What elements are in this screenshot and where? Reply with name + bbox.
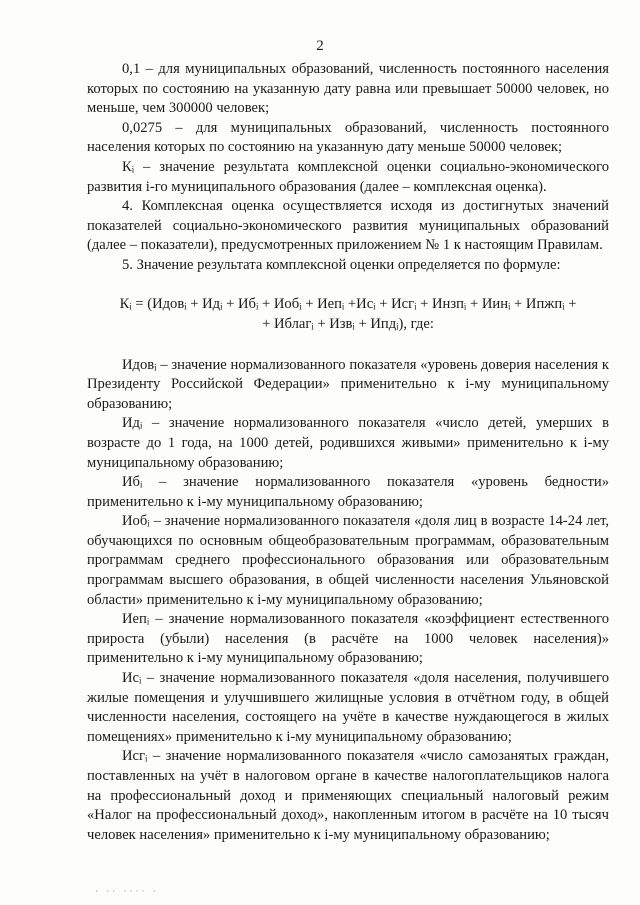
definition: Исᵢ – значение нормализованного показателя «доля населения, получившего жилые помещения и улучшившего жилищные условия в отчётном году, в общей численности населения, состоящего на учёте в качестве нуждающегося в жилых помещениях» применительно к i-му муниципальному образованию; [87,670,609,745]
document-body [87,60,609,845]
scan-mark: · ·· ···· · [95,886,159,896]
formula [87,294,609,334]
paragraph: Кᵢ – значение результата комплексной оценки социально-экономического развития i-го муниципального образования (далее – комплексная оценка). [87,158,609,195]
definition: Исгᵢ – значение нормализованного показателя «число самозанятых граждан, поставленных на учёт в налоговом органе в качестве налогоплательщиков налога на профессиональный доход и применяющих специальный налоговый режим «Налог на профессиональный доход», накопленным итогом в расчёте на 10 тысяч человек населения» применительно к i-му муниципальному образованию; [87,748,609,843]
definition: Идовᵢ – значение нормализованного показателя «уровень доверия населения к Президенту Российской Федерации» применительно к i-му муниципальному образованию; [87,356,609,412]
paragraph: 4. Комплексная оценка осуществляется исходя из достигнутых значений показателей социально-экономического развития муниципальных образований (далее – показатели), предусмотренных приложением № 1 к настоящим Правилам. [87,198,609,254]
definition: Ибᵢ – значение нормализованного показателя «уровень бедности» применительно к i-му муниципальному образованию; [87,474,609,510]
paragraph: 5. Значение результата комплексной оценки определяется по формуле: [122,256,561,273]
paragraph: 0,0275 – для муниципальных образований, численность постоянного населения которых по состоянию на указанную дату меньше 50000 человек; [87,119,609,156]
page-number: 2 [316,38,324,54]
definition: Иепᵢ – значение нормализованного показателя «коэффициент естественного прироста (убыли) населения (в расчёте на 1000 человек населения)» применительно к i-му муниципальному образованию; [87,611,609,667]
formula-line: Кᵢ = (Идовᵢ + Идᵢ + Ибᵢ + Иобᵢ + Иепᵢ +Исᵢ + Исгᵢ + Инзпᵢ + Иинᵢ + Ипжпᵢ + [119,295,577,312]
formula-line: + Иблагᵢ + Извᵢ + Ипдᵢ), где: [262,315,434,332]
definition: Идᵢ – значение нормализованного показателя «число детей, умерших в возрасте до 1 года, на 1000 детей, родившихся живыми» применительно к i-му муниципальному образованию; [87,415,609,471]
definition: Иобᵢ – значение нормализованного показателя «доля лиц в возрасте 14-24 лет, обучающихся по основным общеобразовательным программам, образовательным программам среднего профессионального образования или образовательным программам высшего образования, в общей численности населения Ульяновской области» применительно к i-му муниципальному образованию; [87,513,609,608]
paragraph: 0,1 – для муниципальных образований, численность постоянного населения которых по состоянию на указанную дату равна или превышает 50000 человек, но меньше, чем 300000 человек; [87,61,609,117]
